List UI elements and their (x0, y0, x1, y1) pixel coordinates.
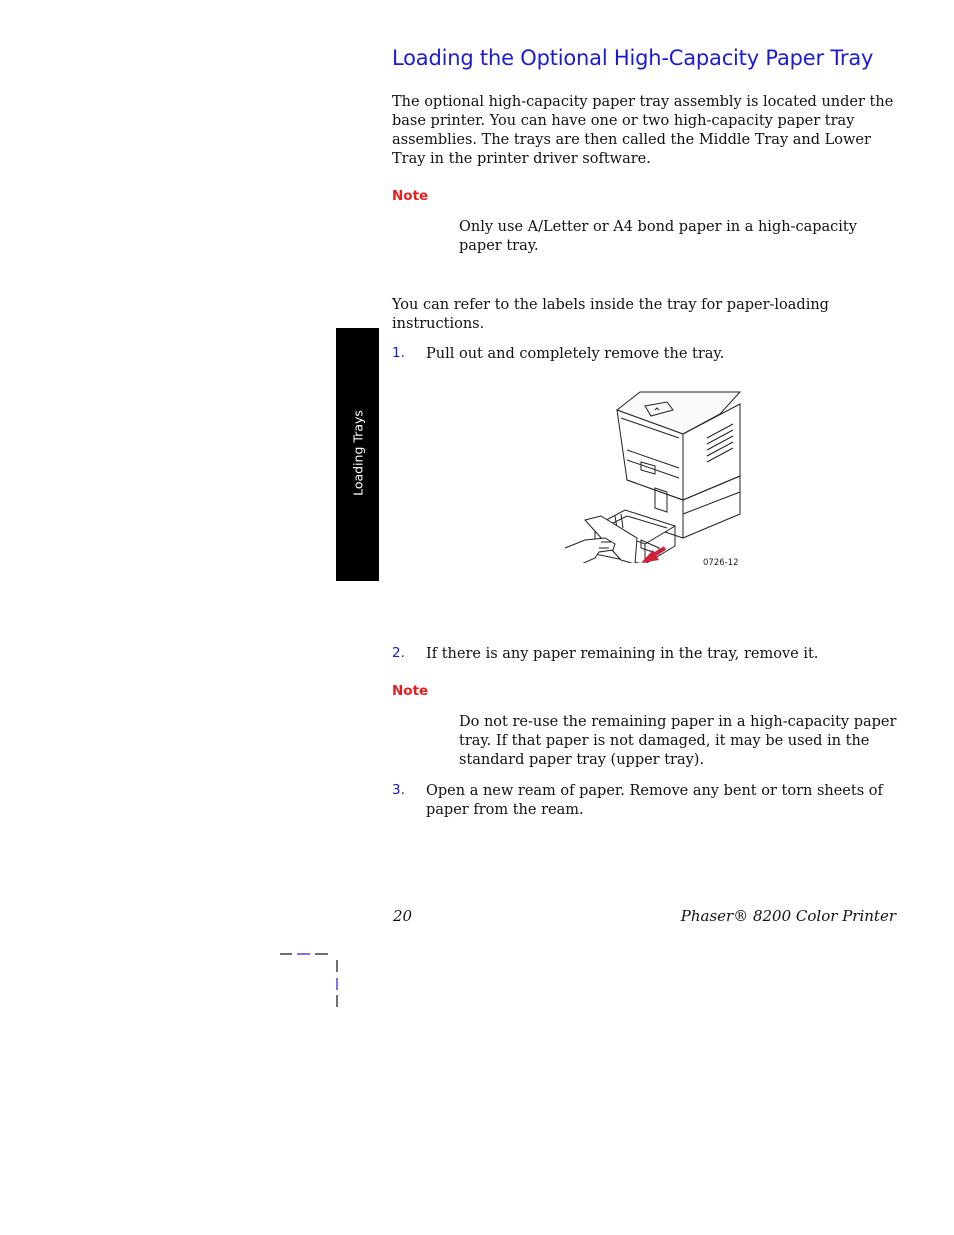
step-text: Pull out and completely remove the tray. (426, 346, 725, 362)
side-tab-label: Loading Trays (350, 410, 365, 496)
section-title: Loading the Optional High-Capacity Paper Tray (392, 46, 874, 70)
note-text: Do not re-use the remaining paper in a high-capacity paper tray. If that paper is not damaged, it may be used in the standard paper tray (upper tray). (459, 714, 897, 768)
step-number: 1. (392, 345, 405, 361)
navigation-marks (278, 948, 338, 1010)
note-text: Only use A/Letter or A4 bond paper in a high-capacity paper tray. (459, 219, 857, 254)
labels-paragraph: You can refer to the labels inside the tray for paper-loading instructions. (392, 297, 829, 332)
step-number: 2. (392, 645, 405, 661)
intro-paragraph: The optional high-capacity paper tray assembly is located under the base printer. You can have one or two high-capacity paper tray assemblies. The trays are then called the Middle Tray and Lower Tray in the printer driver software. (392, 94, 894, 167)
step-text: Open a new ream of paper. Remove any bent or torn sheets of paper from the ream. (426, 783, 883, 818)
figure-label: 0726-12 (703, 558, 739, 568)
printer-illustration (555, 388, 750, 563)
chapter-side-tab[interactable] (336, 328, 379, 581)
page-number: 20 (393, 907, 413, 925)
product-title: Phaser® 8200 Color Printer (680, 907, 896, 925)
step-text: If there is any paper remaining in the tray, remove it. (426, 646, 819, 662)
step-number: 3. (392, 782, 405, 798)
note-label: Note (392, 188, 429, 204)
note-label: Note (392, 683, 429, 699)
tray-removal-figure (555, 388, 750, 573)
